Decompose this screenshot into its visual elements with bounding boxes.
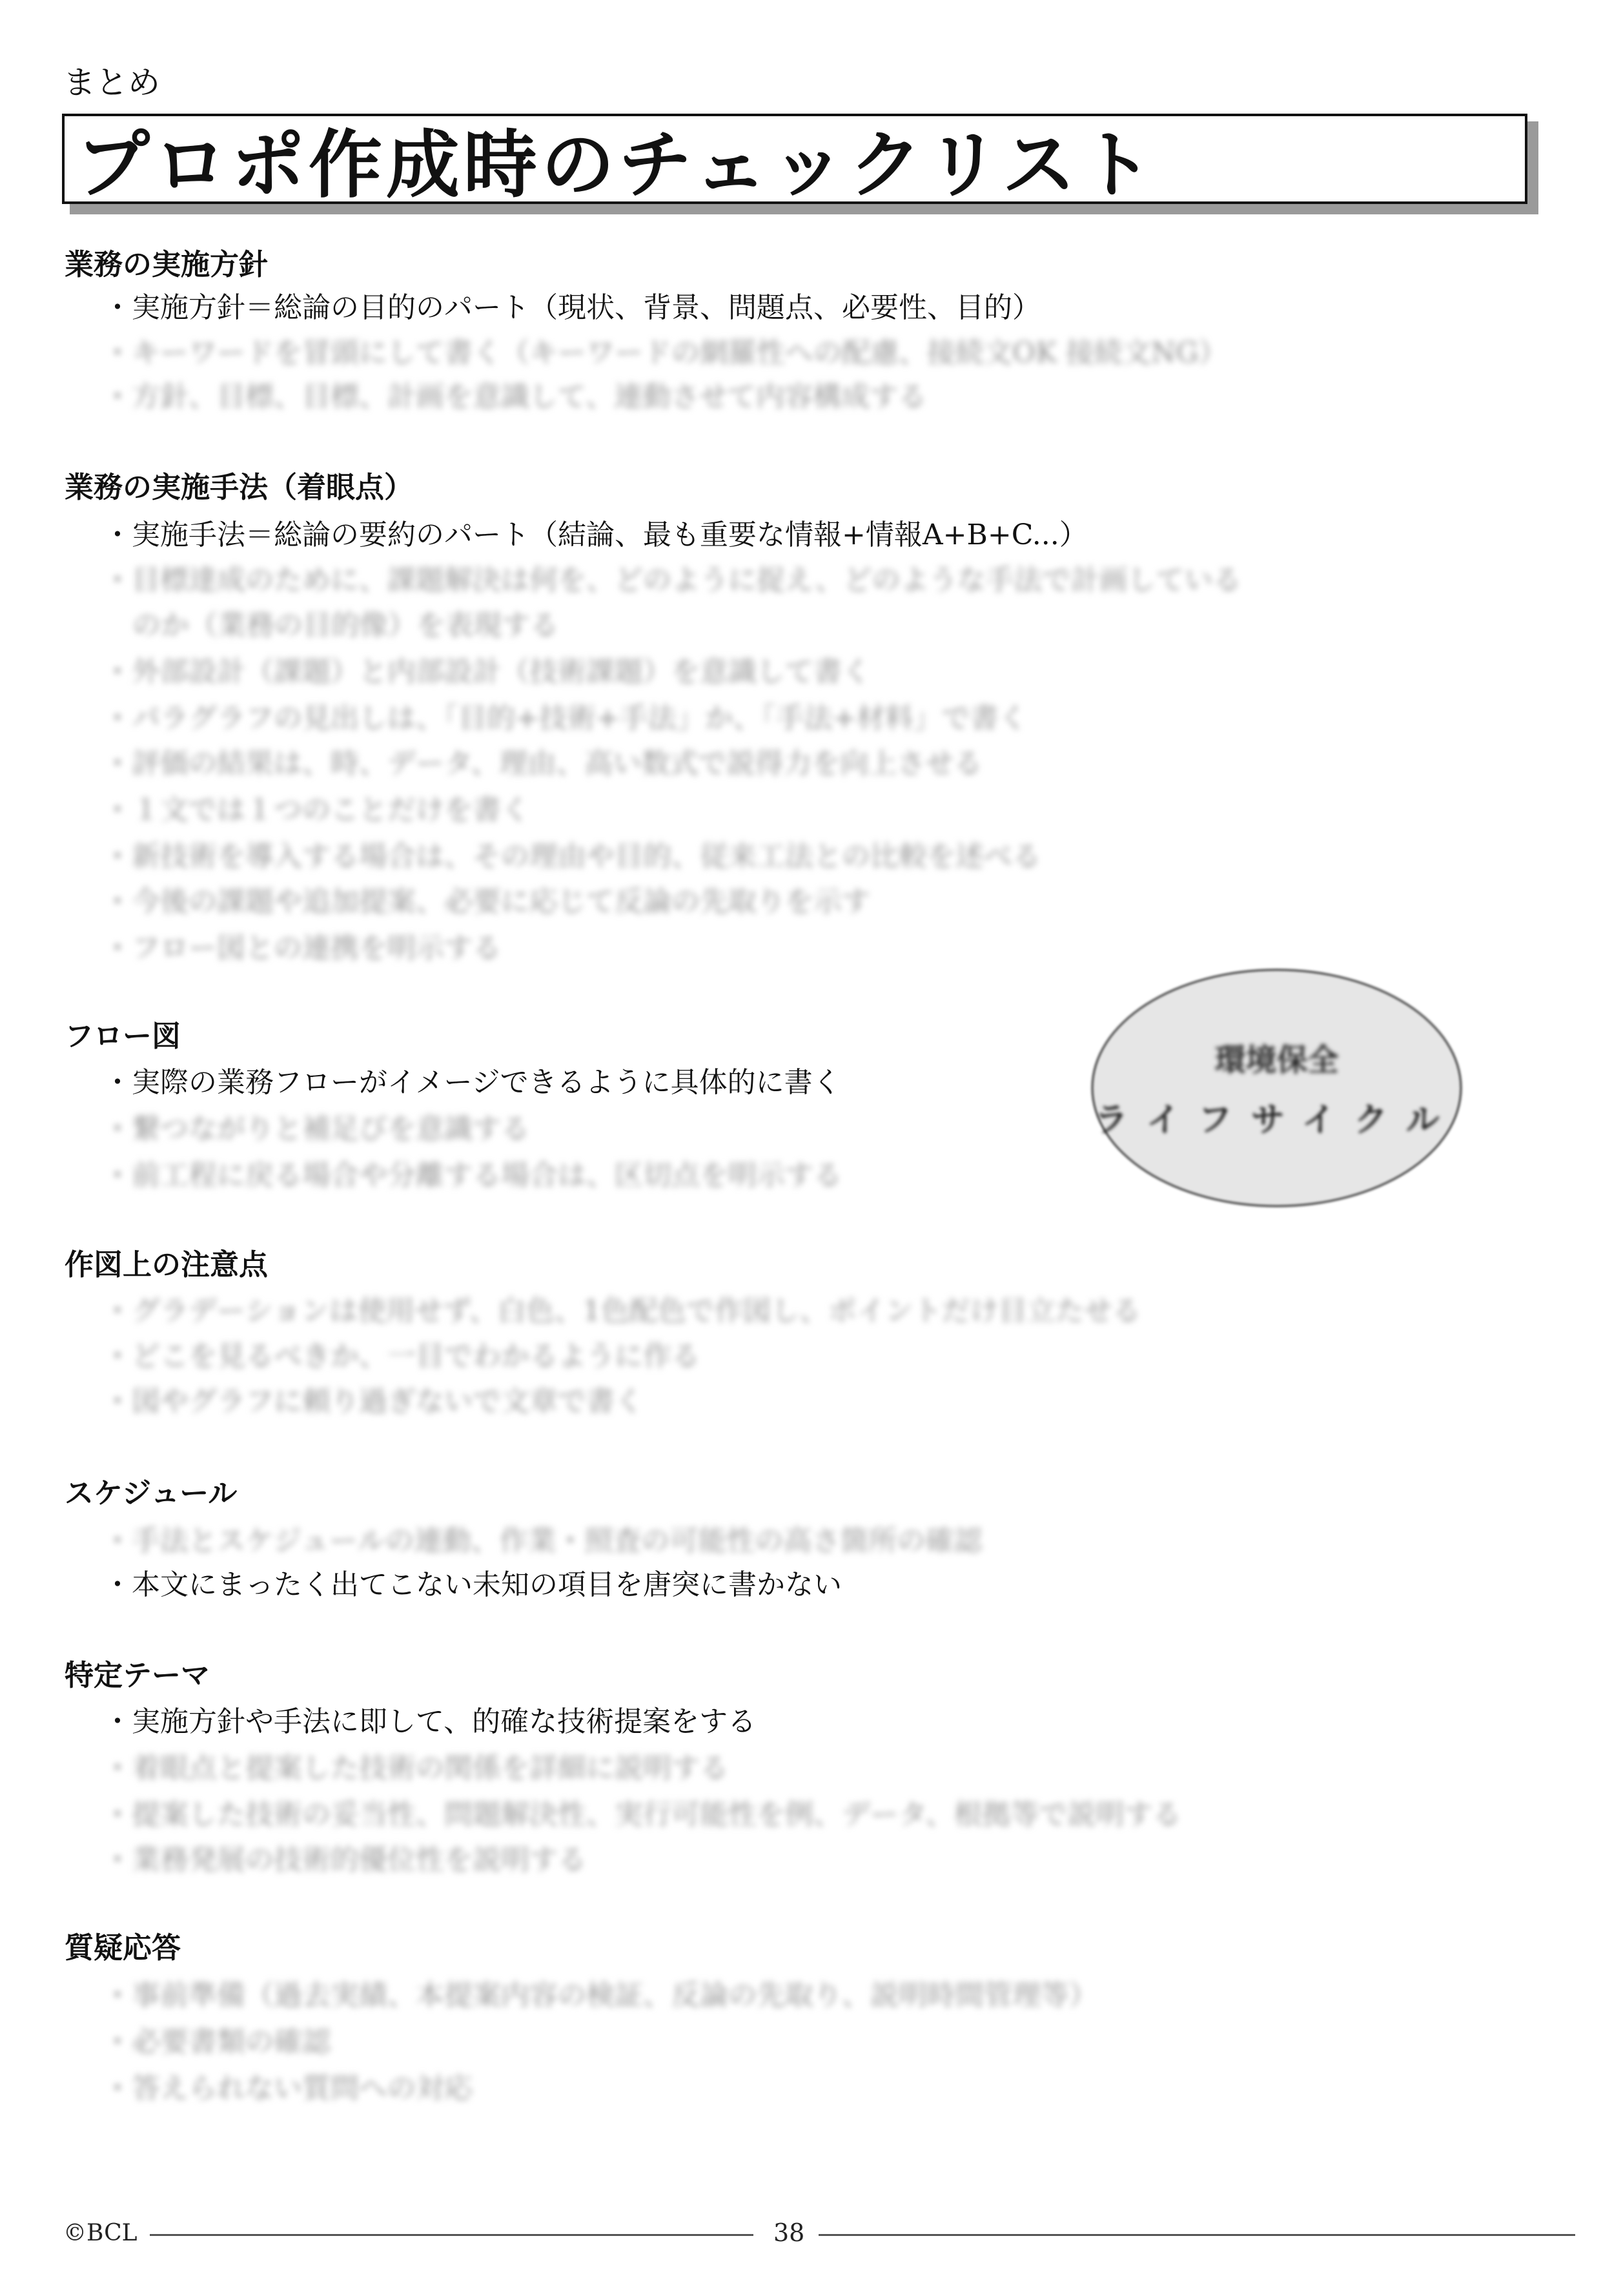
footer-rule-left bbox=[150, 2234, 753, 2236]
list-item-blurred: ・グラデーションは使用せず、白色、1色配色で作図し、ポイントだけ目立たせる bbox=[103, 1295, 1141, 1327]
list-item-blurred: ・方針、目標、目標、計画を意識して、連動させて内容構成する bbox=[103, 380, 927, 413]
list-item-blurred: ・今後の課題や追加提案、必要に応じて反論の先取りを示す bbox=[103, 885, 870, 918]
list-item-blurred: ・手法とスケジュールの連動、作業・照査の可能性の高さ箇所の確認 bbox=[103, 1524, 983, 1557]
footer-page-number: 38 bbox=[773, 2219, 805, 2247]
list-item-blurred: ・着眼点と提案した技術の関係を詳細に説明する bbox=[103, 1752, 728, 1785]
page-label: まとめ bbox=[63, 64, 160, 101]
list-item: ・実際の業務フローがイメージできるように具体的に書く bbox=[103, 1066, 841, 1099]
cycle-bubble bbox=[1091, 969, 1462, 1207]
list-item-blurred: ・評価の結果は、時、データ、理由、高い数式で説得力を向上させる bbox=[103, 747, 983, 780]
list-item-blurred: ・必要書類の確認 bbox=[103, 2025, 331, 2058]
list-item-blurred: ・前工程に戻る場合や分離する場合は、区切点を明示する bbox=[103, 1159, 842, 1192]
list-item: ・実施方針や手法に即して、的確な技術提案をする bbox=[103, 1705, 757, 1738]
list-item: ・実施方針＝総論の目的のパート（現状、背景、問題点、必要性、目的） bbox=[103, 291, 1041, 324]
section-heading-flow: フロー図 bbox=[65, 1019, 181, 1053]
title-box bbox=[62, 114, 1527, 208]
list-item-blurred: ・どこを見るべきか、一目でわかるように作る bbox=[103, 1340, 700, 1373]
bubble-line2: ライフサイクル bbox=[1094, 1101, 1459, 1140]
list-item-blurred: ・業務発展の技術的優位性を説明する bbox=[103, 1843, 586, 1876]
list-item-blurred: のか（業務の目的像）を表現する bbox=[132, 609, 558, 642]
bubble-line1: 環境保全 bbox=[1214, 1042, 1339, 1078]
section-heading-drawing: 作図上の注意点 bbox=[65, 1247, 269, 1282]
section-heading-qa: 質疑応答 bbox=[65, 1931, 181, 1965]
list-item-blurred: ・フロー図との連携を明示する bbox=[103, 932, 501, 965]
list-item-blurred: ・１文では１つのことだけを書く bbox=[103, 794, 529, 826]
section-heading-policy: 業務の実施方針 bbox=[65, 247, 269, 282]
list-item-blurred: ・パラグラフの見出しは、「目的+技術+手法」か、「手法+材料」で書く bbox=[103, 702, 1027, 735]
list-item-blurred: ・新技術を導入する場合は、その理由や目的、従来工法との比較を述べる bbox=[103, 840, 1041, 873]
list-item-blurred: ・キーワードを冒頭にして書く（キーワードの網羅性への配慮、接続文OK 接続文NG） bbox=[103, 336, 1227, 369]
footer-copyright: ©BCL bbox=[63, 2220, 138, 2246]
list-item-blurred: ・答えられない質問への対応 bbox=[103, 2072, 473, 2105]
list-item-blurred: ・外部設計（課題）と内部設計（技術課題）を意識して書く bbox=[103, 655, 870, 688]
section-heading-theme: 特定テーマ bbox=[65, 1658, 210, 1692]
list-item: ・実施手法＝総論の要約のパート（結論、最も重要な情報+情報A+B+C...） bbox=[103, 518, 1088, 551]
section-heading-schedule: スケジュール bbox=[65, 1476, 238, 1510]
list-item-blurred: ・目標達成のために、課題解決は何を、どのように捉え、どのような手法で計画している bbox=[103, 564, 1241, 597]
footer-rule-right bbox=[819, 2234, 1575, 2236]
page-title: プロポ作成時のチェックリスト bbox=[76, 122, 1158, 208]
section-heading-method: 業務の実施手法（着眼点） bbox=[65, 470, 414, 504]
list-item-blurred: ・事前準備（過去実績、本提案内容の検証、反論の先取り、説明時間管理等） bbox=[103, 1979, 1097, 2012]
list-item: ・本文にまったく出てこない未知の項目を唐突に書かない bbox=[103, 1568, 842, 1601]
list-item-blurred: ・繋つながりと補足びを意識する bbox=[103, 1112, 529, 1145]
list-item-blurred: ・提案した技術の妥当性、問題解決性、実行可能性を例、データ、根拠等で説明する bbox=[103, 1798, 1181, 1831]
list-item-blurred: ・図やグラフに頼り過ぎないで文章で書く bbox=[103, 1385, 643, 1418]
